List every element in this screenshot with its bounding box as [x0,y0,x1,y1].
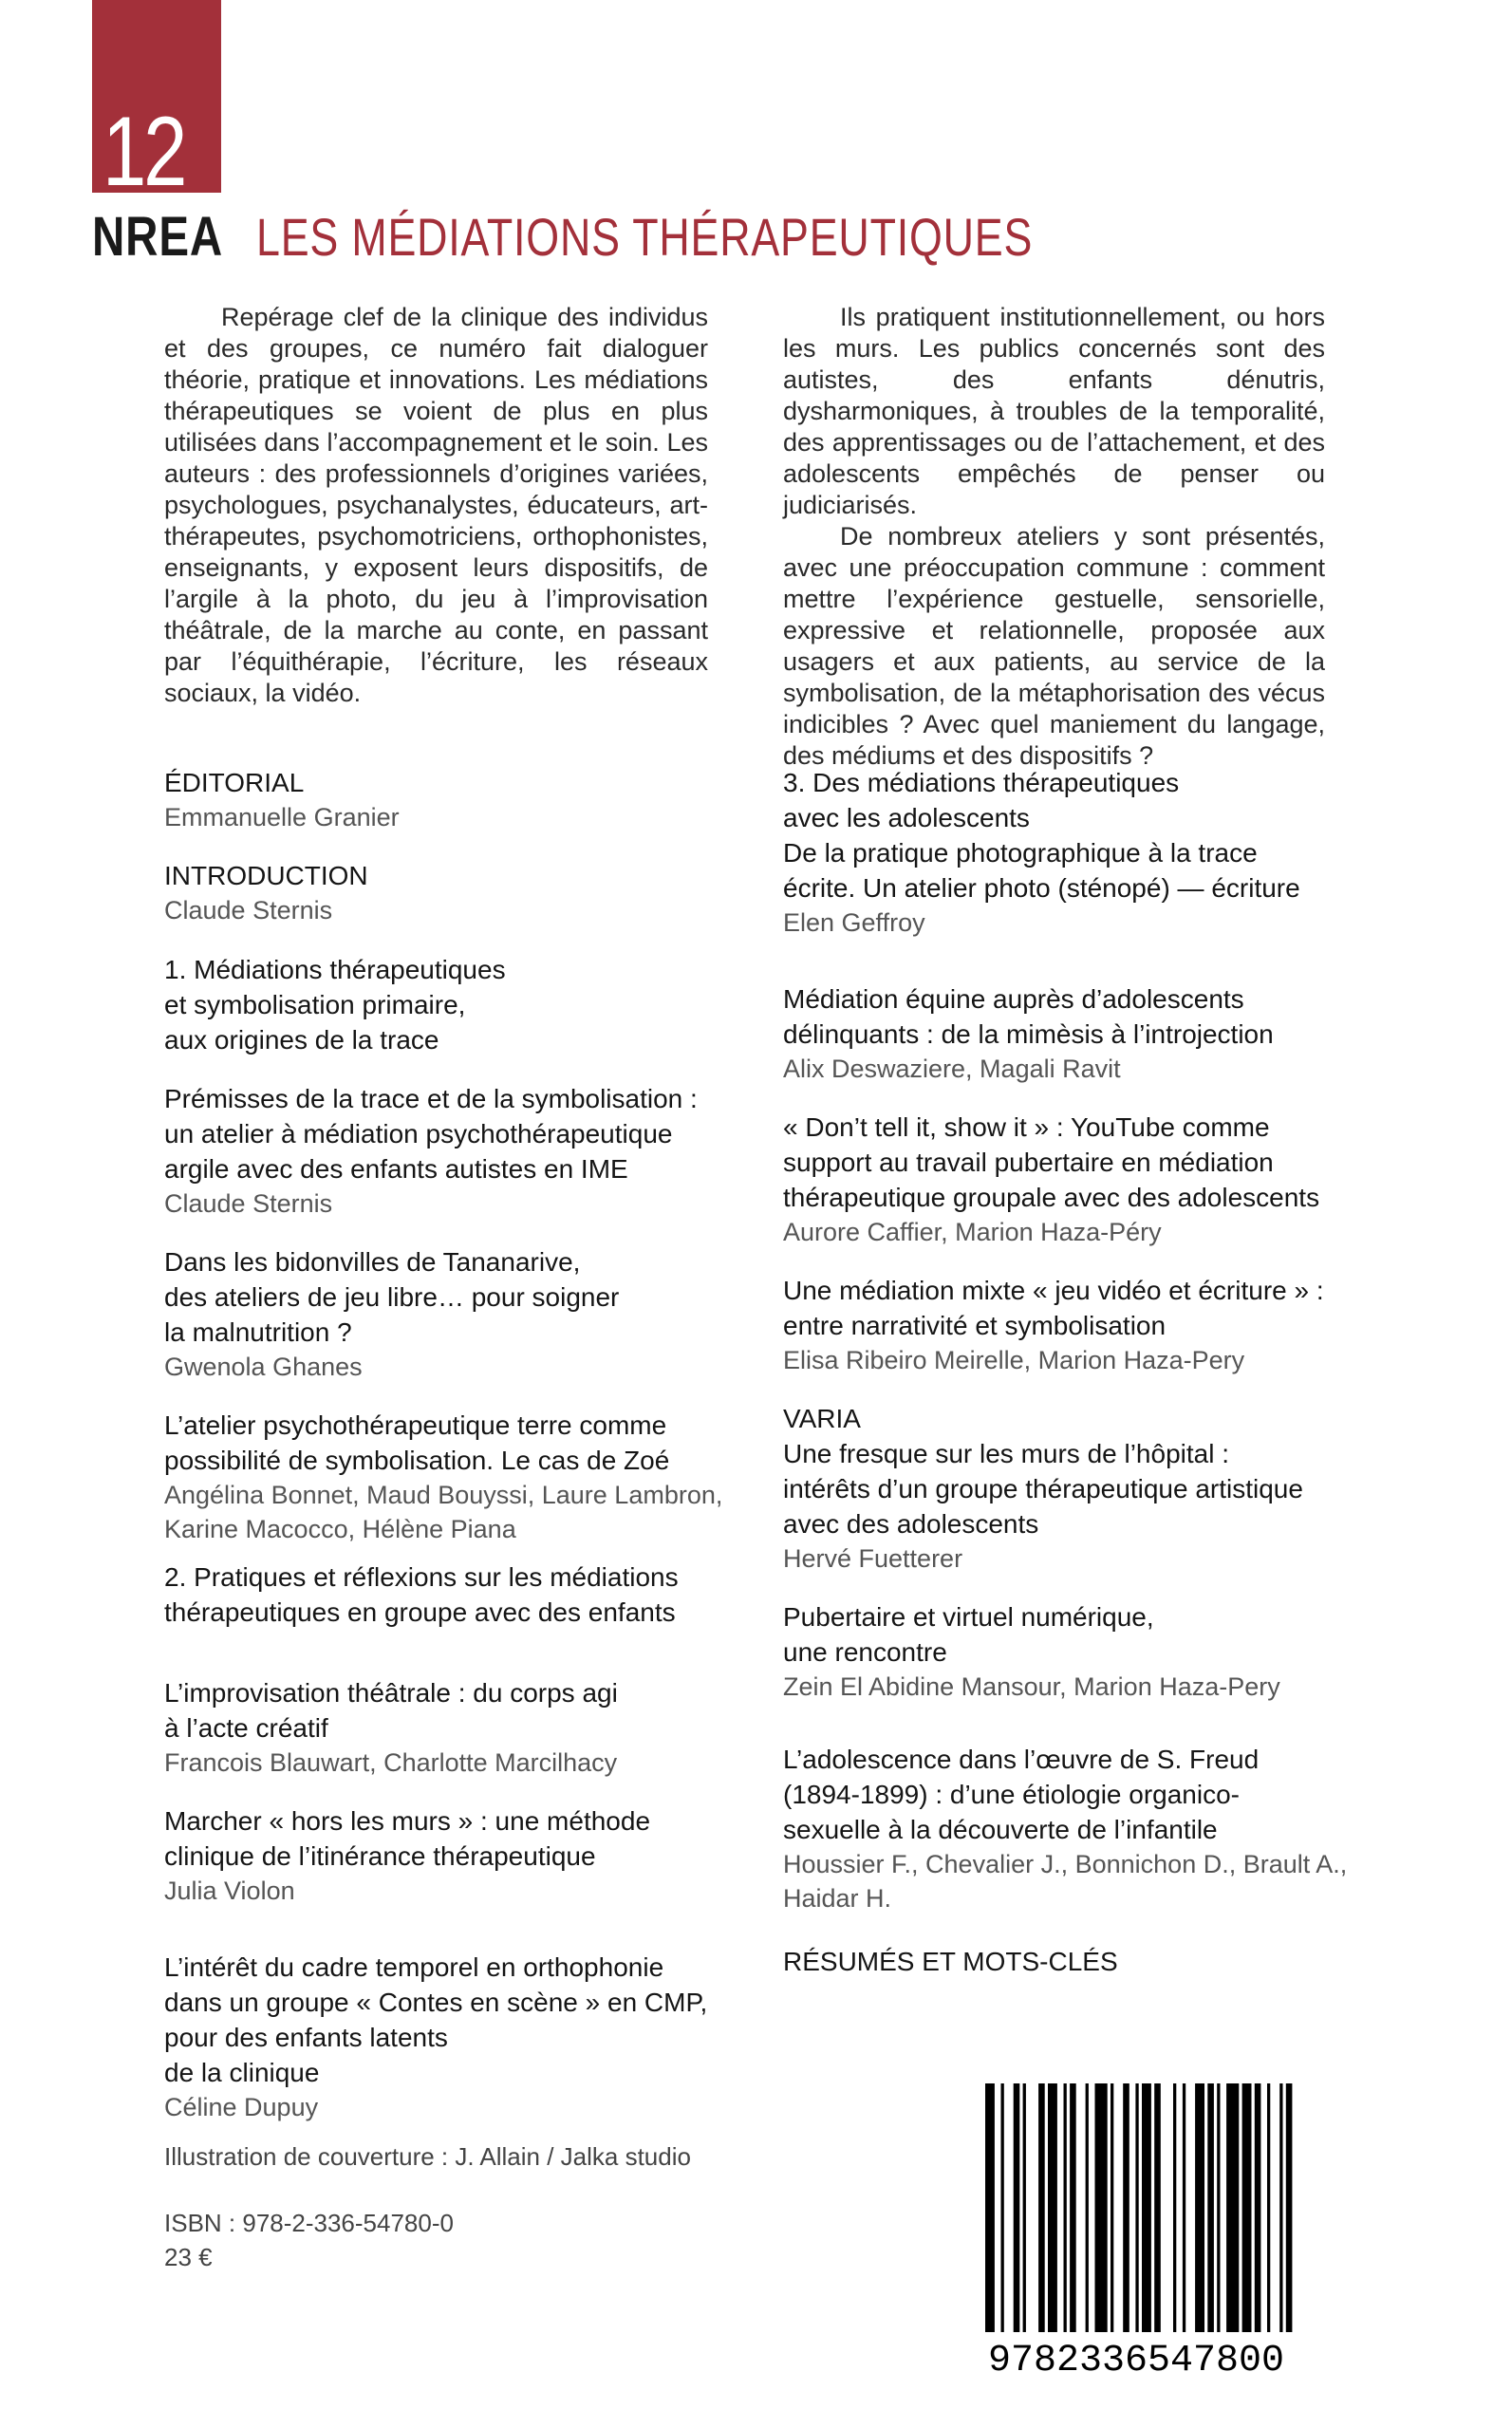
barcode-bar [1048,2083,1057,2332]
entry-author: Aurore Caffier, Marion Haza-Péry [783,1218,1162,1246]
barcode-bar [1064,2083,1067,2332]
barcode-bar [1207,2083,1214,2332]
contents-entry [164,1559,734,1630]
contents-entry [783,1944,1353,1979]
issue-title: LES MÉDIATIONS THÉRAPEUTIQUES [256,207,1034,267]
entry-title: la malnutrition ? [164,1317,352,1347]
entry-title: INTRODUCTION [164,861,368,890]
intro-left-column [164,302,708,709]
entry-author: Emmanuelle Granier [164,803,400,831]
entry-title: Une médiation mixte « jeu vidéo et écriture » : [783,1276,1324,1305]
barcode-bar [1135,2083,1138,2332]
entry-title: L’improvisation théâtrale : du corps agi [164,1678,618,1708]
barcode-bar [1255,2083,1261,2332]
barcode-bar [1111,2083,1113,2332]
entry-author: Claude Sternis [164,896,333,924]
entry-title: de la clinique [164,2058,320,2087]
entry-title: (1894-1899) : d’une étiologie organico- [783,1780,1240,1809]
barcode [976,2083,1297,2380]
barcode-bar [1014,2083,1020,2332]
entry-title: Dans les bidonvilles de Tananarive, [164,1247,581,1277]
contents-entry [164,1803,734,1908]
price: 23 € [164,2243,213,2271]
barcode-bar [1195,2083,1204,2332]
entry-title: écrite. Un atelier photo (sténopé) — écriture [783,873,1300,903]
intro-paragraph: Repérage clef de la clinique des individus et des groupes, ce numéro fait dialoguer théorie, pratique et innovations. Les médiations thérapeutiques se voient de plus en plus utilisées dans l’accompagnement et le soin. Les auteurs : des professionnels d’origines variées, psychologues, psychanalystes, éducateurs, art-thérapeutes, psychomotriciens, orthophonistes, enseignants, y exposent leurs dispositifs, de l’argile à la photo, du jeu à l’improvisation théâtrale, de la marche au conte, en passant par l’équithérapie, l’écriture, les réseaux sociaux, la vidéo. [164,303,708,707]
issue-number: 12 [103,97,185,207]
barcode-bar [1173,2083,1176,2332]
entry-author: Zein El Abidine Mansour, Marion Haza-Pery [783,1672,1280,1701]
entry-title: 2. Pratiques et réflexions sur les médiations [164,1562,679,1592]
barcode-bar [985,2083,995,2332]
entry-author: Elen Geffroy [783,908,925,937]
entry-title: RÉSUMÉS ET MOTS-CLÉS [783,1947,1118,1976]
entry-author: Julia Violon [164,1877,295,1905]
contents-right-column [783,765,1353,2003]
entry-author: Francois Blauwart, Charlotte Marcilhacy [164,1748,618,1777]
cover-illustration-credit: Illustration de couverture : J. Allain / Jalka studio [164,2142,691,2171]
entry-title: ÉDITORIAL [164,768,305,797]
entry-title: pour des enfants latents [164,2023,448,2052]
entry-title: avec des adolescents [783,1509,1039,1539]
entry-title: dans un groupe « Contes en scène » en CMP, [164,1988,708,2017]
contents-entry [783,1742,1353,1915]
entry-author: Angélina Bonnet, Maud Bouyssi, Laure Lambron, [164,1481,723,1509]
entry-title: un atelier à médiation psychothérapeutique [164,1119,673,1148]
entry-title: L’intérêt du cadre temporel en orthophonie [164,1952,664,1982]
contents-entry [783,981,1353,1086]
barcode-bar [1095,2083,1108,2332]
contents-entry [783,1110,1353,1249]
entry-title: des ateliers de jeu libre… pour soigner [164,1282,620,1312]
entry-title: thérapeutiques en groupe avec des enfants [164,1597,676,1627]
entry-title: sexuelle à la découverte de l’infantile [783,1815,1218,1844]
contents-entry [164,1081,734,1221]
entry-author: Hervé Fuetterer [783,1544,963,1573]
contents-entry [164,1244,734,1384]
barcode-bar [1267,2083,1270,2332]
contents-entry [783,1273,1353,1377]
contents-entry [783,1599,1353,1704]
entry-author: Claude Sternis [164,1189,333,1218]
contents-entry [783,1401,1353,1576]
entry-title: Marcher « hors les murs » : une méthode [164,1806,651,1836]
entry-title: « Don’t tell it, show it » : YouTube comme [783,1112,1270,1142]
entry-title: L’atelier psychothérapeutique terre comme [164,1410,667,1440]
barcode-bar [1286,2083,1293,2332]
barcode-digits: 9782336547800 [987,2340,1285,2380]
intro-paragraph: Ils pratiquent institutionnellement, ou hors les murs. Les publics concernés sont des autistes, des enfants dénutris, dysharmoniques, à troubles de la temporalité, des apprentissages ou de l’attachement, et des adolescents empêchés de penser ou judiciarisés. [783,303,1325,519]
entry-author: Elisa Ribeiro Meirelle, Marion Haza-Pery [783,1346,1245,1374]
entry-title: argile avec des enfants autistes en IME [164,1154,628,1184]
contents-entry [164,1408,734,1546]
barcode-bar [1242,2083,1252,2332]
barcode-bar [1001,2083,1004,2332]
entry-title: Médiation équine auprès d’adolescents [783,984,1244,1014]
entry-title: support au travail pubertaire en médiation [783,1148,1274,1177]
entry-author: Houssier F., Chevalier J., Bonnichon D., Brault A., [783,1850,1348,1878]
intro-paragraph: De nombreux ateliers y sont présentés, avec une préoccupation commune : comment mettre l’expérience gestuelle, sensorielle, expressive et relationnelle, proposée aux usagers et aux patients, au service de la symbolisation, de la métaphorisation des vécus indicibles ? Avec quel maniement du langage, des médiums et des dispositifs ? [783,522,1325,770]
entry-author: Céline Dupuy [164,2093,319,2121]
entry-title: à l’acte créatif [164,1713,328,1743]
entry-title: une rencontre [783,1637,947,1667]
entry-author: Karine Macocco, Hélène Piana [164,1515,516,1543]
barcode-bar [1183,2083,1185,2332]
entry-title: intérêts d’un groupe thérapeutique artistique [783,1474,1303,1503]
isbn: ISBN : 978-2-336-54780-0 [164,2209,454,2237]
entry-title: VARIA [783,1404,861,1433]
entry-title: 3. Des médiations thérapeutiques [783,768,1180,797]
entry-title: L’adolescence dans l’œuvre de S. Freud [783,1745,1260,1774]
contents-entry [164,765,734,834]
footer-info [164,2139,829,2274]
entry-title: et symbolisation primaire, [164,990,466,1019]
entry-author: Haidar H. [783,1884,892,1913]
entry-title: De la pratique photographique à la trace [783,838,1258,868]
entry-title: Pubertaire et virtuel numérique, [783,1602,1154,1632]
barcode-bar [1226,2083,1239,2332]
entry-title: avec les adolescents [783,803,1030,832]
contents-entry [164,1950,734,2124]
entry-title: entre narrativité et symbolisation [783,1311,1167,1340]
barcode-bar [1023,2083,1026,2332]
entry-author: Alix Deswaziere, Magali Ravit [783,1055,1121,1083]
contents-entry [164,858,734,927]
barcode-bar [1038,2083,1045,2332]
entry-title: clinique de l’itinérance thérapeutique [164,1841,596,1871]
barcode-bar [1070,2083,1076,2332]
contents-entry [164,1675,734,1780]
entry-author: Gwenola Ghanes [164,1353,363,1381]
entry-title: Une fresque sur les murs de l’hôpital : [783,1439,1229,1468]
entry-title: thérapeutique groupale avec des adolescents [783,1183,1320,1212]
entry-title: 1. Médiations thérapeutiques [164,955,506,984]
entry-title: aux origines de la trace [164,1025,439,1055]
contents-left-column [164,765,734,2148]
barcode-bar [1086,2083,1089,2332]
barcode-bar [1142,2083,1151,2332]
barcode-bar [1279,2083,1282,2332]
contents-entry [783,765,1353,940]
entry-title: possibilité de symbolisation. Le cas de Zoé [164,1446,670,1475]
entry-title: Prémisses de la trace et de la symbolisation : [164,1084,698,1113]
entry-title: délinquants : de la mimèsis à l’introjection [783,1019,1274,1049]
barcode-bar [1123,2083,1129,2332]
barcode-bar [1217,2083,1220,2332]
journal-brand: NREA [92,206,224,268]
barcode-bar [1154,2083,1161,2332]
contents-entry [164,952,734,1057]
intro-right-column [783,302,1325,772]
